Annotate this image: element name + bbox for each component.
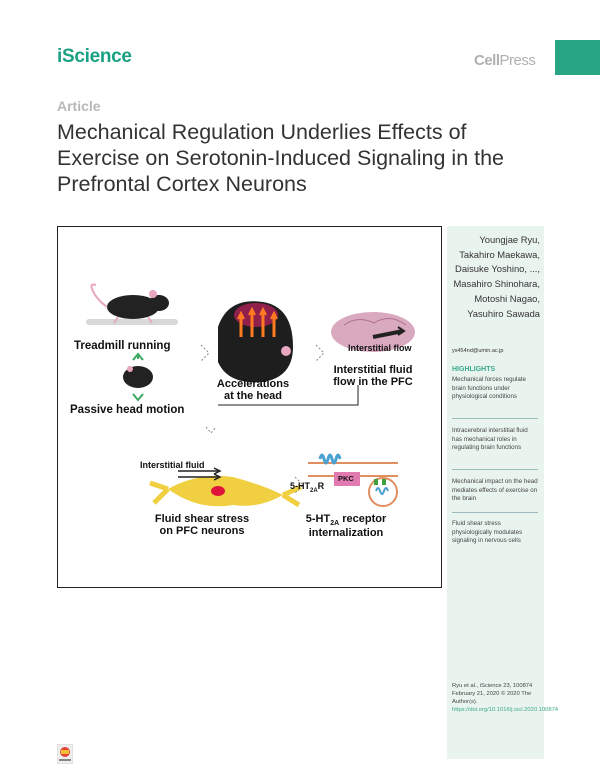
label-receptor-suffix: R — [317, 481, 325, 491]
label-intern-base: 5-HT — [305, 513, 331, 525]
label-interstitial-fluid-flow — [323, 364, 423, 388]
label-receptor-base: 5-HT — [290, 481, 310, 491]
label-shear-2: on PFC neurons — [159, 525, 245, 537]
publisher-bold: Cell — [474, 52, 500, 69]
label-passive: Passive head motion — [70, 404, 185, 416]
label-accel-2: at the head — [223, 390, 283, 402]
author-list: Youngjae Ryu, Takahiro Maekawa, Daisuke Yoshino, ..., Masahiro Shinohara, Motoshi Nagao, Yasuhiro Sawada — [453, 234, 540, 319]
label-intern-sub: 2A — [330, 520, 340, 528]
label-fluid-1: Interstitial fluid — [333, 364, 413, 376]
highlights-heading: HIGHLIGHTS — [452, 366, 496, 373]
highlight-item: Mechanical impact on the head mediates effects of exercise on the brain — [452, 478, 538, 503]
head-mouse-icon — [123, 354, 153, 400]
highlight-item: Intracerebral interstitial fluid has mechanical roles in regulating brain functions — [452, 427, 528, 452]
article-type: Article — [57, 98, 101, 114]
label-interstitial-fluid: Interstitial fluid — [140, 460, 205, 470]
label-pkc: PKC — [338, 474, 354, 483]
publisher-light: Press — [499, 52, 536, 69]
highlight-divider — [452, 418, 538, 419]
neuron-icon — [150, 468, 301, 506]
label-accelerations — [212, 378, 294, 402]
running-mouse-icon — [86, 285, 178, 326]
label-shear-stress — [142, 513, 262, 537]
header-accent-bar — [555, 40, 600, 75]
label-intern-suffix: receptor — [339, 513, 387, 525]
mouse-head-icon — [218, 301, 293, 382]
publisher-logo — [474, 52, 535, 69]
label-treadmill: Treadmill running — [74, 340, 171, 352]
citation — [452, 682, 559, 714]
label-internalization — [296, 513, 396, 539]
label-receptor-sub: 2A — [310, 487, 318, 494]
doi-link[interactable]: https://doi.org/10.1016/j.isci.2020.100874 — [452, 707, 559, 713]
label-receptor — [290, 481, 324, 494]
citation-text: Ryu et al., iScience 23, 100874 February 21, 2020 © 2020 The Author(s). — [452, 683, 533, 705]
highlight-divider — [452, 469, 538, 470]
graphical-abstract — [57, 226, 442, 588]
label-shear-1: Fluid shear stress — [154, 513, 250, 525]
label-accel-1: Accelerations — [216, 378, 290, 390]
correspondence-email[interactable]: ys454nd@umin.ac.jp — [452, 348, 504, 354]
highlight-item: Fluid shear stress physiologically modulates signaling in nervous cells — [452, 520, 523, 545]
label-fluid-2: flow in the PFC — [333, 376, 413, 388]
journal-logo: iScience — [57, 46, 132, 67]
label-interstitial-flow: Interstitial flow — [348, 343, 412, 353]
highlight-divider — [452, 512, 538, 513]
label-intern-2: internalization — [308, 527, 384, 540]
check-for-updates-icon[interactable] — [57, 744, 73, 764]
highlight-item: Mechanical forces regulate brain functions under physiological conditions — [452, 376, 526, 401]
article-title: Mechanical Regulation Underlies Effects of Exercise on Serotonin-Induced Signaling in the Prefrontal Cortex Neurons — [57, 120, 505, 196]
